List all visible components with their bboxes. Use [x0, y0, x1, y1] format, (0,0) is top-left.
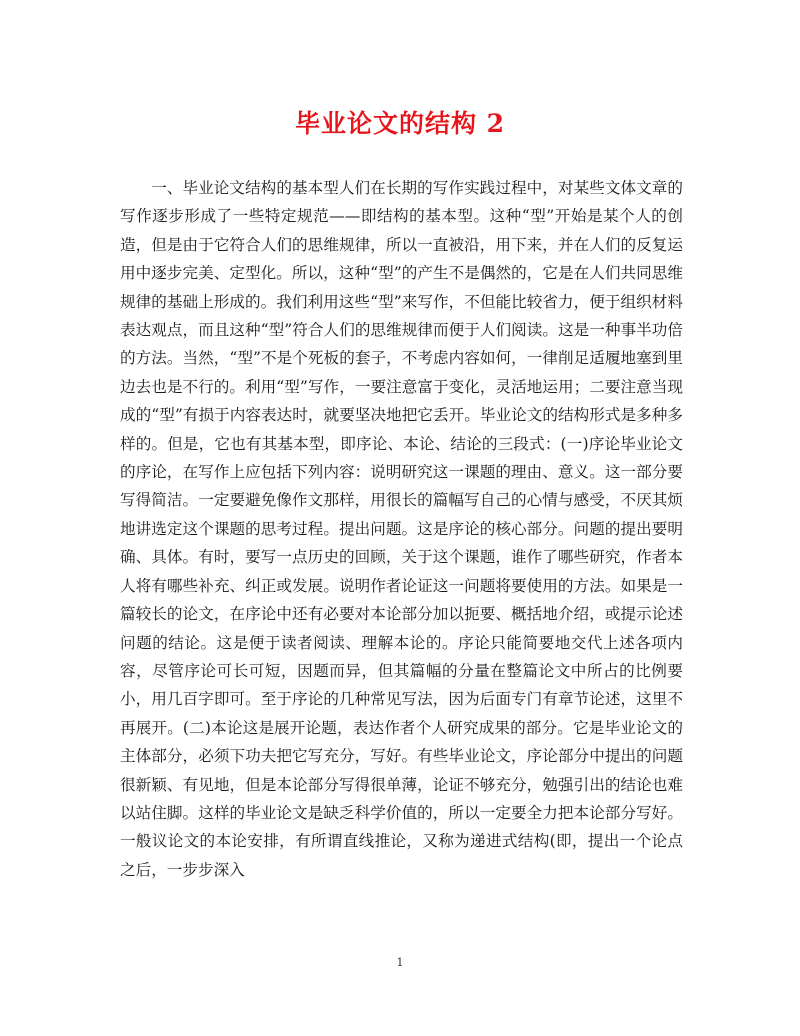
body-paragraph: 一、毕业论文结构的基本型人们在长期的写作实践过程中，对某些文体文章的写作逐步形成了一些特定规范——即结构的基本型。这种“型”开始是某个人的创造，但是由于它符合人们的思维规律，所以一直被沿，用下来，并在人们的反复运用中逐步完美、定型化。所以，这种“型”的产生不是偶然的，它是在人们共同思维规律的基础上形成的。我们利用这些“型”来写作，不但能比较省力，便于组织材料表达观点，而且这种“型”符合人们的思维规律而便于人们阅读。这是一种事半功倍的方法。当然，“型”不是个死板的套子，不考虑内容如何，一律削足适履地塞到里边去也是不行的。利用“型”写作，一要注意富于变化，灵活地运用；二要注意当现成的“型”有损于内容表达时，就要坚决地把它丢开。毕业论文的结构形式是多种多样的。但是，它也有其基本型，即序论、本论、结论的三段式：(一)序论毕业论文的序论，在写作上应包括下列内容：说明研究这一课题的理由、意义。这一部分要写得简洁。一定要避免像作文那样，用很长的篇幅写自己的心情与感受，不厌其烦地讲选定这个课题的思考过程。提出问题。这是序论的核心部分。问题的提出要明确、具体。有时，要写一点历史的回顾，关于这个课题，谁作了哪些研究，作者本人将有哪些补充、纠正或发展。说明作者论证这一问题将要使用的方法。如果是一篇较长的论文，在序论中还有必要对本论部分加以扼要、概括地介绍，或提示论述问题的结论。这是便于读者阅读、理解本论的。序论只能简要地交代上述各项内容，尽管序论可长可短，因题而异，但其篇幅的分量在整篇论文中所占的比例要小，用几百字即可。至于序论的几种常见写法，因为后面专门有章节论述，这里不再展开。(二)本论这是展开论题，表达作者个人研究成果的部分。它是毕业论文的主体部分，必须下功夫把它写充分，写好。有些毕业论文，序论部分中提出的问题很新颖、有见地，但是本论部分写得很单薄，论证不够充分，勉强引出的结论也难以站住脚。这样的毕业论文是缺乏科学价值的，所以一定要全力把本论部分写好。一般议论文的本论安排，有所谓直线推论，又称为递进式结构(即，提出一个论点之后，一步步深入: [120, 179, 683, 879]
page-number: 1: [396, 956, 404, 969]
document-title: 毕业论文的结构 2: [294, 109, 506, 138]
